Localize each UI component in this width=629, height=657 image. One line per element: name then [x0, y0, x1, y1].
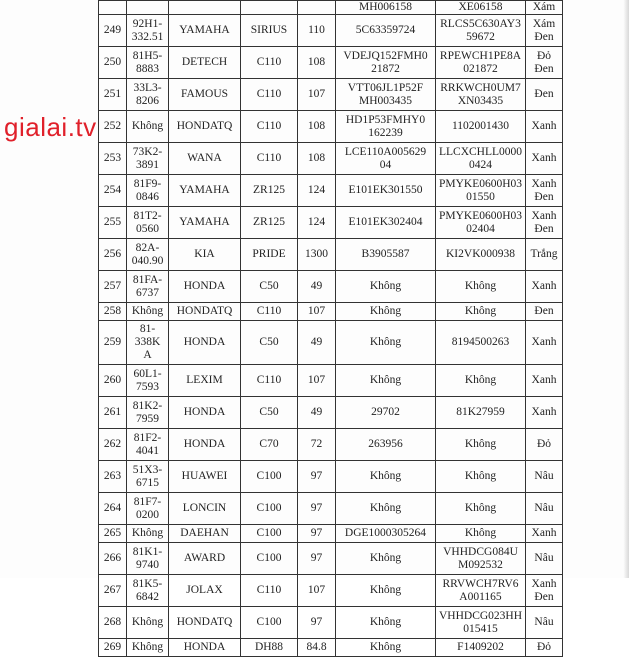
- cell-engine: Không: [436, 429, 526, 461]
- cell-no: 250: [99, 47, 127, 79]
- cell-brand: HUAWEI: [169, 461, 241, 493]
- cell-plate: 82A- 040.90: [127, 239, 169, 271]
- cell-plate: 51X3- 6715: [127, 461, 169, 493]
- cell-brand: YAMAHA: [169, 15, 241, 47]
- cell-frame: LCE110A005629 04: [336, 143, 436, 175]
- cell-no: 249: [99, 15, 127, 47]
- cell-cc: 97: [298, 607, 336, 639]
- cell-cc: 97: [298, 493, 336, 525]
- cell-no: 252: [99, 111, 127, 143]
- cell-frame: MH006158: [336, 1, 436, 15]
- table-row: [99, 365, 563, 397]
- cell-frame: E101EK301550: [336, 175, 436, 207]
- cell-color: Đỏ: [526, 429, 563, 461]
- cell-cc: 107: [298, 365, 336, 397]
- cell-model: C100: [241, 493, 298, 525]
- cell-model: C110: [241, 575, 298, 607]
- cell-color: Xanh: [526, 365, 563, 397]
- cell-engine: VHHDCG023HH 015415: [436, 607, 526, 639]
- cell-model: SIRIUS: [241, 15, 298, 47]
- cell-brand: [169, 1, 241, 15]
- cell-no: [99, 1, 127, 15]
- cell-no: 263: [99, 461, 127, 493]
- cell-cc: [298, 1, 336, 15]
- cell-model: [241, 1, 298, 15]
- cell-model: DH88: [241, 639, 298, 657]
- cell-plate: Không: [127, 111, 169, 143]
- cell-no: 265: [99, 525, 127, 543]
- table-row: [99, 79, 563, 111]
- cell-color: Xanh: [526, 271, 563, 303]
- table-body: [99, 1, 563, 657]
- cell-plate: 81- 338K A: [127, 321, 169, 365]
- page-edge: [623, 0, 629, 578]
- cell-no: 260: [99, 365, 127, 397]
- cell-cc: 107: [298, 79, 336, 111]
- cell-brand: HONDATQ: [169, 607, 241, 639]
- cell-color: Xanh Đen: [526, 175, 563, 207]
- cell-engine: XE06158: [436, 1, 526, 15]
- cell-plate: 81K1- 9740: [127, 543, 169, 575]
- cell-brand: YAMAHA: [169, 175, 241, 207]
- cell-model: C110: [241, 143, 298, 175]
- table-row: [99, 543, 563, 575]
- cell-frame: 263956: [336, 429, 436, 461]
- cell-model: C110: [241, 47, 298, 79]
- cell-color: Xanh Đen: [526, 575, 563, 607]
- cell-brand: HONDA: [169, 271, 241, 303]
- cell-no: 259: [99, 321, 127, 365]
- cell-frame: 29702: [336, 397, 436, 429]
- cell-cc: 110: [298, 15, 336, 47]
- cell-frame: DGE1000305264: [336, 525, 436, 543]
- cell-plate: 73K2- 3891: [127, 143, 169, 175]
- cell-no: 266: [99, 543, 127, 575]
- cell-frame: Không: [336, 365, 436, 397]
- cell-frame: Không: [336, 543, 436, 575]
- cell-color: Xanh: [526, 397, 563, 429]
- table-row: [99, 111, 563, 143]
- cell-color: Xám Đen: [526, 15, 563, 47]
- cell-brand: JOLAX: [169, 575, 241, 607]
- cell-no: 269: [99, 639, 127, 657]
- watermark-logo: gialai.tv: [4, 112, 97, 142]
- cell-brand: KIA: [169, 239, 241, 271]
- cell-frame: B3905587: [336, 239, 436, 271]
- table-row: [99, 607, 563, 639]
- cell-cc: 124: [298, 175, 336, 207]
- cell-no: 257: [99, 271, 127, 303]
- cell-plate: [127, 1, 169, 15]
- cell-engine: KI2VK000938: [436, 239, 526, 271]
- table-row: [99, 461, 563, 493]
- cell-cc: 124: [298, 207, 336, 239]
- vehicle-registry-table: [98, 0, 563, 657]
- cell-brand: HONDA: [169, 397, 241, 429]
- cell-frame: Không: [336, 461, 436, 493]
- cell-no: 253: [99, 143, 127, 175]
- cell-brand: WANA: [169, 143, 241, 175]
- cell-model: C50: [241, 321, 298, 365]
- table-row: [99, 639, 563, 657]
- cell-model: PRIDE: [241, 239, 298, 271]
- cell-engine: VHHDCG084U M092532: [436, 543, 526, 575]
- cell-color: Nâu: [526, 607, 563, 639]
- cell-model: C100: [241, 543, 298, 575]
- cell-cc: 49: [298, 271, 336, 303]
- cell-no: 264: [99, 493, 127, 525]
- table-row: [99, 47, 563, 79]
- cell-color: Nâu: [526, 543, 563, 575]
- cell-no: 256: [99, 239, 127, 271]
- cell-no: 268: [99, 607, 127, 639]
- table-row: [99, 175, 563, 207]
- cell-cc: 108: [298, 111, 336, 143]
- cell-frame: Không: [336, 493, 436, 525]
- table-row: [99, 321, 563, 365]
- cell-plate: 33L3- 8206: [127, 79, 169, 111]
- cell-engine: LLCXCHLL0000 0424: [436, 143, 526, 175]
- cell-brand: AWARD: [169, 543, 241, 575]
- cell-frame: Không: [336, 303, 436, 321]
- table-row: [99, 429, 563, 461]
- cell-cc: 49: [298, 321, 336, 365]
- cell-engine: RRVWCH7RV6 A001165: [436, 575, 526, 607]
- table-row: [99, 15, 563, 47]
- cell-plate: 60L1- 7593: [127, 365, 169, 397]
- cell-engine: PMYKE0600H03 02404: [436, 207, 526, 239]
- table-row: [99, 493, 563, 525]
- cell-engine: 1102001430: [436, 111, 526, 143]
- cell-engine: RPEWCH1PE8A 021872: [436, 47, 526, 79]
- cell-plate: Không: [127, 607, 169, 639]
- cell-brand: DAEHAN: [169, 525, 241, 543]
- cell-brand: DETECH: [169, 47, 241, 79]
- cell-no: 251: [99, 79, 127, 111]
- cell-brand: LEXIM: [169, 365, 241, 397]
- cell-no: 261: [99, 397, 127, 429]
- cell-cc: 108: [298, 143, 336, 175]
- cell-color: Trắng: [526, 239, 563, 271]
- cell-engine: Không: [436, 525, 526, 543]
- table-row: [99, 397, 563, 429]
- cell-model: C110: [241, 365, 298, 397]
- cell-engine: RLCS5C630AY3 59672: [436, 15, 526, 47]
- cell-frame: HD1P53FMHY0 162239: [336, 111, 436, 143]
- cell-color: Đỏ Đen: [526, 47, 563, 79]
- table-row: [99, 271, 563, 303]
- table-row: [99, 575, 563, 607]
- cell-plate: 81H5- 8883: [127, 47, 169, 79]
- cell-color: Xanh: [526, 321, 563, 365]
- cell-frame: Không: [336, 639, 436, 657]
- cell-frame: VDEJQ152FMH0 21872: [336, 47, 436, 79]
- table-row: [99, 1, 563, 15]
- table-row: [99, 143, 563, 175]
- cell-model: C100: [241, 525, 298, 543]
- cell-cc: 107: [298, 575, 336, 607]
- cell-frame: 5C63359724: [336, 15, 436, 47]
- cell-color: Đen: [526, 303, 563, 321]
- cell-color: Nâu: [526, 461, 563, 493]
- cell-color: Xanh: [526, 525, 563, 543]
- cell-model: ZR125: [241, 175, 298, 207]
- cell-model: C110: [241, 79, 298, 111]
- cell-no: 262: [99, 429, 127, 461]
- cell-model: C110: [241, 111, 298, 143]
- cell-brand: HONDA: [169, 429, 241, 461]
- cell-engine: 8194500263: [436, 321, 526, 365]
- table-row: [99, 207, 563, 239]
- cell-cc: 84.8: [298, 639, 336, 657]
- cell-color: Nâu: [526, 493, 563, 525]
- cell-model: ZR125: [241, 207, 298, 239]
- cell-frame: Không: [336, 607, 436, 639]
- cell-model: C70: [241, 429, 298, 461]
- cell-color: Đen: [526, 79, 563, 111]
- cell-engine: Không: [436, 271, 526, 303]
- cell-plate: Không: [127, 525, 169, 543]
- cell-plate: Không: [127, 303, 169, 321]
- cell-color: Đỏ: [526, 639, 563, 657]
- cell-engine: Không: [436, 461, 526, 493]
- cell-cc: 97: [298, 525, 336, 543]
- cell-color: Xám: [526, 1, 563, 15]
- cell-brand: HONDATQ: [169, 111, 241, 143]
- cell-model: C100: [241, 461, 298, 493]
- cell-brand: YAMAHA: [169, 207, 241, 239]
- cell-engine: Không: [436, 493, 526, 525]
- cell-cc: 97: [298, 543, 336, 575]
- cell-frame: Không: [336, 321, 436, 365]
- cell-model: C100: [241, 607, 298, 639]
- cell-engine: F1409202: [436, 639, 526, 657]
- cell-brand: LONCIN: [169, 493, 241, 525]
- cell-plate: 81K5- 6842: [127, 575, 169, 607]
- cell-no: 267: [99, 575, 127, 607]
- cell-cc: 1300: [298, 239, 336, 271]
- cell-plate: Không: [127, 639, 169, 657]
- cell-color: Xanh Đen: [526, 207, 563, 239]
- cell-brand: HONDATQ: [169, 303, 241, 321]
- cell-plate: 81F7- 0200: [127, 493, 169, 525]
- table-row: [99, 239, 563, 271]
- cell-frame: Không: [336, 575, 436, 607]
- cell-plate: 81FA- 6737: [127, 271, 169, 303]
- cell-brand: HONDA: [169, 639, 241, 657]
- cell-frame: E101EK302404: [336, 207, 436, 239]
- cell-brand: HONDA: [169, 321, 241, 365]
- cell-engine: Không: [436, 303, 526, 321]
- cell-frame: Không: [336, 271, 436, 303]
- cell-frame: VTT06JL1P52F MH003435: [336, 79, 436, 111]
- cell-cc: 107: [298, 303, 336, 321]
- cell-engine: 81K27959: [436, 397, 526, 429]
- cell-cc: 49: [298, 397, 336, 429]
- cell-cc: 97: [298, 461, 336, 493]
- cell-plate: 92H1- 332.51: [127, 15, 169, 47]
- table-row: [99, 525, 563, 543]
- cell-color: Xanh: [526, 143, 563, 175]
- table-row: [99, 303, 563, 321]
- cell-plate: 81F9- 0846: [127, 175, 169, 207]
- cell-model: C110: [241, 303, 298, 321]
- cell-color: Xanh: [526, 111, 563, 143]
- cell-model: C50: [241, 397, 298, 429]
- cell-cc: 108: [298, 47, 336, 79]
- cell-no: 258: [99, 303, 127, 321]
- cell-plate: 81F2- 4041: [127, 429, 169, 461]
- cell-plate: 81T2- 0560: [127, 207, 169, 239]
- cell-plate: 81K2- 7959: [127, 397, 169, 429]
- cell-engine: RRKWCH0UM7 XN03435: [436, 79, 526, 111]
- cell-brand: FAMOUS: [169, 79, 241, 111]
- cell-engine: Không: [436, 365, 526, 397]
- cell-no: 254: [99, 175, 127, 207]
- cell-cc: 72: [298, 429, 336, 461]
- cell-model: C50: [241, 271, 298, 303]
- cell-no: 255: [99, 207, 127, 239]
- cell-engine: PMYKE0600H03 01550: [436, 175, 526, 207]
